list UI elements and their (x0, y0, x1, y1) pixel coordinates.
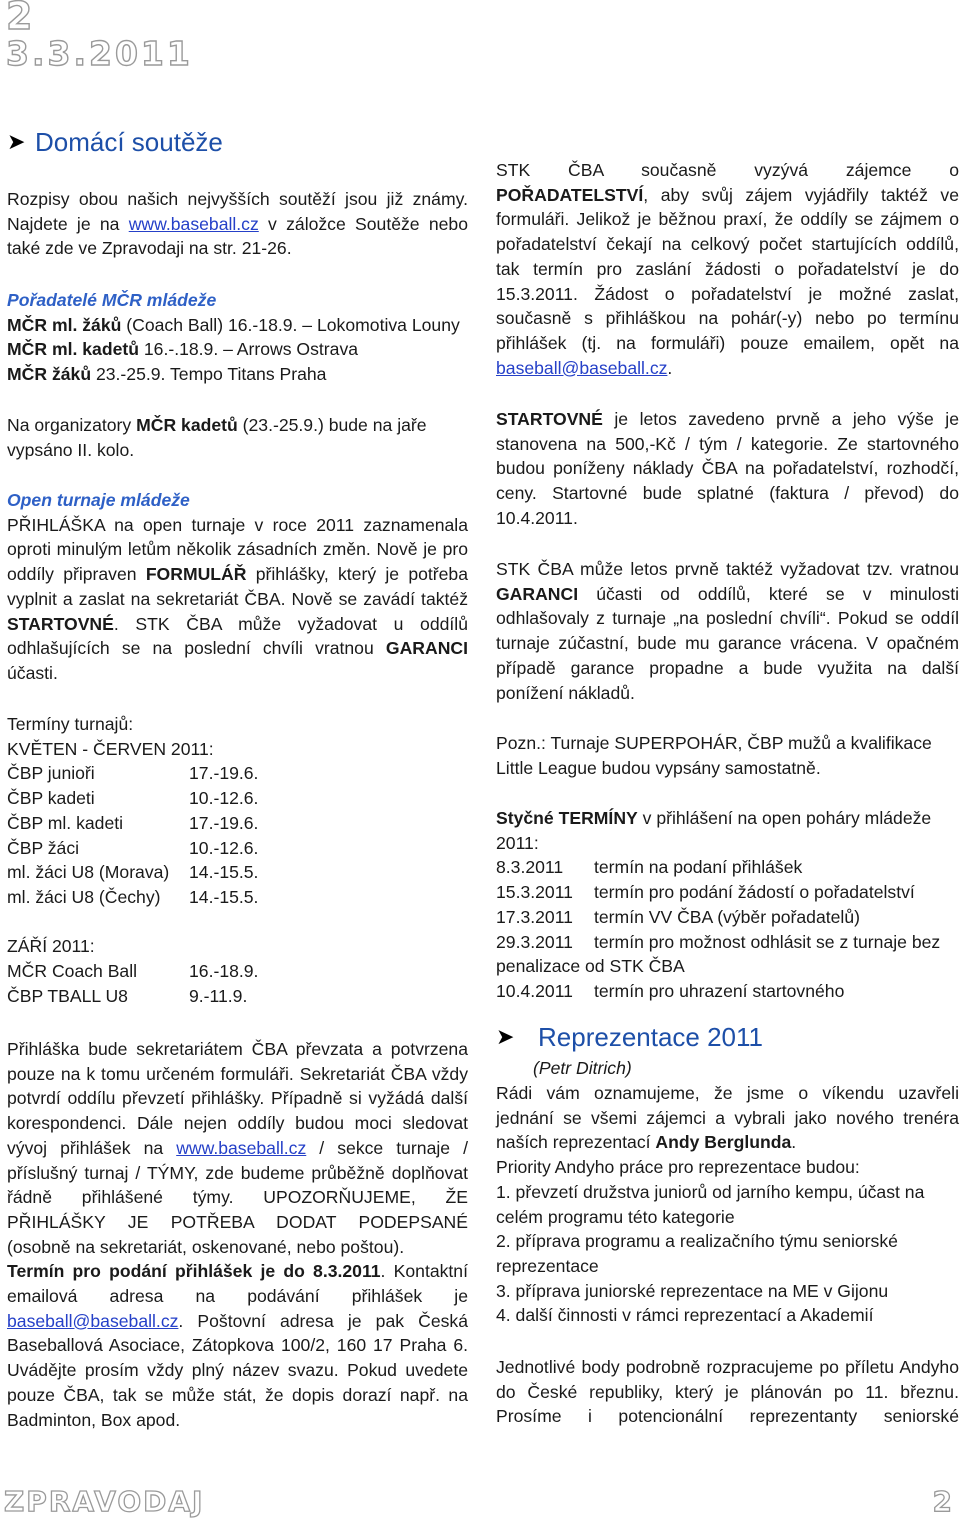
org-line: MČR ml. kadetů 16.-.18.9. – Arrows Ostrava (7, 339, 359, 360)
org-line: MČR ml. žáků (Coach Ball) 16.-18.9. – Lokomotiva Louny (7, 314, 460, 335)
intro-paragraph (7, 187, 468, 261)
baseball-link[interactable]: www.baseball.cz (128, 213, 259, 234)
list-item: 3. příprava juniorské reprezentace na ME v Gijonu (496, 1280, 889, 1301)
table-row: 8.3.2011 termín na podaní přihlášek (496, 857, 803, 878)
note-paragraph: Pozn.: Turnaje SUPERPOHÁR, ČBP mužů a kvalifikace Little League budou vypsány samostatně. (496, 733, 932, 778)
table-row: 15.3.2011 termín pro podání žádostí o pořadatelství (496, 882, 915, 903)
organizers-title: Pořadatelé MČR mládeže (7, 290, 217, 310)
arrow-bullet-icon: ➤ (7, 129, 26, 154)
email-link[interactable]: baseball@baseball.cz (496, 357, 668, 378)
list-item: 2. příprava programu a realizačního týmu seniorské (496, 1231, 898, 1252)
tournament-dates (7, 712, 468, 1008)
open-title: Open turnaje mládeže (7, 490, 190, 510)
spring-table (7, 761, 258, 909)
table-row: ČBP žáci 10.-12.6. (7, 837, 259, 858)
footer-title: ZPRAVODAJ (4, 1485, 205, 1518)
section-title-representation (496, 1022, 959, 1052)
table-row: ml. žáci U8 (Morava) 14.-15.5. (7, 862, 259, 883)
table-row: 29.3.2011 termín pro možnost odhlásit se z turnaje bez (496, 931, 941, 952)
list-item: celém programu této kategorie (496, 1206, 735, 1227)
key-dates-table (496, 855, 940, 1003)
representation-paragraph: Rádi vám oznamujeme, že jsme o víkendu uzavřeli jednání se všemi zájemci a vybrali jako nového trenéra naších reprezentací Andy Berglunda. Priority Andyho práce pro reprezentace budou: 1. převzetí družstva juniorů od jarního kempu, účast na celém programu této kategorie 2. příprava programu a realizačního týmu seniorské reprezentace 3. příprava juniorské reprezentace na ME v Gijonu 4. další činnosti v rámci reprezentací a Akademií (496, 1081, 959, 1328)
key-dates-block: Styčné TERMÍNY v přihlášení na open poháry mládeže 2011: 8.3.2011 termín na podaní přihlášek 15.3.2011 termín pro podání žádostí o pořadatelství 17.3.2011 termín VV ČBA (výběr pořadatelů) 29.3.2011 termín pro možnost odhlásit se z turnaje bez penalizace od STK ČBA 10.4.2011 termín pro uhrazení startovného (496, 806, 959, 1004)
organizer-call: STK ČBA současně vyzývá zájemce o POŘADATELSTVÍ, aby svůj zájem vyjádřily taktéž ve formuláři. Jelikož je běžnou praxí, že oddíly se zájmem o pořadatelství čekají na celkový počet startujících oddílů, tak termín pro zaslání žádosti o pořadatelství je do 15.3.2011. Žádost o pořadatelství je možné zaslat, současně s přihláškou na pohár(-y) nebo po termínu přihlášek (tj. na formuláři) pouze emailem, opět na baseball@baseball.cz. (496, 160, 959, 378)
table-row: ČBP kadeti 10.-12.6. (7, 788, 259, 809)
org-line: MČR žáků 23.-25.9. Tempo Titans Praha (7, 364, 327, 385)
entry-fee-paragraph: STARTOVNÉ je letos zavedeno prvně a jeho výše je stanovena na 500,-Kč / tým / kategorie. Ze startovného budou poníženy náklady ČBA na pořadatelství, rozhodčí, ceny. Startovné bude splatné (faktura / převod) do 10.4.2011. (496, 409, 959, 528)
table-row: ČBP ml. kadeti 17.-19.6. (7, 812, 259, 833)
table-row: penalizace od STK ČBA (496, 956, 685, 977)
table-row: 17.3.2011 termín VV ČBA (výběr pořadatelů) (496, 906, 860, 927)
list-item: 4. další činnosti v rámci reprezentací a Akademií (496, 1305, 874, 1326)
table-row: ČBP TBALL U8 9.-11.9. (7, 985, 248, 1006)
section-title-text: Reprezentace 2011 (538, 1022, 764, 1052)
issue-number: 2 (6, 0, 34, 38)
list-item: 1. převzetí družstva juniorů od jarního kempu, účast na (496, 1181, 925, 1202)
table-row: MČR Coach Ball 16.-18.9. (7, 961, 259, 982)
footer-page-number: 2 (932, 1485, 952, 1518)
baseball-link[interactable]: www.baseball.cz (176, 1137, 307, 1158)
intro-line: Najdete je na www.baseball.cz v záložce Soutěže nebo (7, 213, 469, 234)
guarantee-paragraph: STK ČBA může letos prvně taktéž vyžadovat tzv. vratnou GARANCI účasti od oddílů, které se v minulosti odhlašovaly z turnaje „na poslední chvíli“. Pokud se oddíl turnaje zúčastní, bude mu garance vrácena. V opačném případě garance propadne a bude využita na další ponížení nákladů. (496, 559, 959, 703)
sept-table (7, 959, 258, 1008)
table-row: 10.4.2011 termín pro uhrazení startovného (496, 980, 845, 1001)
author: (Petr Ditrich) (533, 1058, 632, 1078)
sept-title: ZÁŘÍ 2011: (7, 936, 95, 957)
email-link[interactable]: baseball@baseball.cz (7, 1310, 179, 1331)
intro-line: Rozpisy obou našich nejvyšších soutěží jsou již známy. (7, 189, 468, 209)
section-title-text: Domácí soutěže (35, 127, 223, 157)
application-info: Přihláška bude sekretariátem ČBA převzata a potvrzena pouze na k tomu určeném formuláři. Sekretariát ČBA vždy potvrdí oddílu převzetí přihlášky. Případně si vyžádá další korespondenci. Dále nejen oddíly budou moci sledovat vývoj přihlášek na www.baseball.cz / sekce turnaje / příslušný turnaj / TÝMY, zde budeme průběžně doplňovat řádně přihlášené týmy. UPOZORŇUJEME, ŽE PŘIHLÁŠKY JE POTŘEBA DODAT PODEPSANÉ (osobně na sekretariát, oskenované, nebo poštou). Termín pro podání přihlášek je do 8.3.2011. Kontaktní emailová adresa na podávání přihlášek je baseball@baseball.cz. Poštovní adresa je pak Česká Baseballová Asociace, Zátopkova 100/2, 160 17 Praha 6. Uvádějte prosím vždy plný název svazu. Pokud uvedete pouze ČBA, tak se může stát, že dopis dorazí např. na Badminton, Box apod. (7, 1039, 468, 1430)
open-tournaments-block: Open turnaje mládeže PŘIHLÁŠKA na open turnaje v roce 2011 zaznamenala oproti minulým letům několik zásadních změn. Nově je pro oddíly připraven FORMULÁŘ přihlášky, který je potřeba vyplnit a zaslat na sekretariát ČBA. Nově se zavádí taktéž STARTOVNÉ. STK ČBA může vyžadovat u oddílů odhlašujících se na poslední chvíli vratnou GARANCI účasti. (7, 490, 468, 683)
organizers-note: Na organizatory MČR kadetů (23.-25.9.) bude na jaře vypsáno II. kolo. (7, 415, 427, 460)
section-title-domestic (7, 127, 468, 157)
table-row: ml. žáci U8 (Čechy) 14.-15.5. (7, 886, 259, 907)
arrow-bullet-icon: ➤ (496, 1024, 515, 1049)
intro-line: také zde ve Zpravodaji na str. 21-26. (7, 238, 292, 259)
terms-title: Termíny turnajů: (7, 714, 134, 734)
representation-paragraph-2: Jednotlivé body podrobně rozpracujeme po příletu Andyho do České republiky, který je plánován po 11. březnu. Prosíme i potencionální reprezentanty seniorské (496, 1357, 959, 1427)
issue-date: 3.3.2011 (6, 34, 193, 73)
spring-title: KVĚTEN - ČERVEN 2011: (7, 738, 214, 759)
organizers-block (7, 288, 468, 387)
table-row: ČBP junioři 17.-19.6. (7, 763, 259, 784)
list-item: reprezentace (496, 1255, 599, 1276)
